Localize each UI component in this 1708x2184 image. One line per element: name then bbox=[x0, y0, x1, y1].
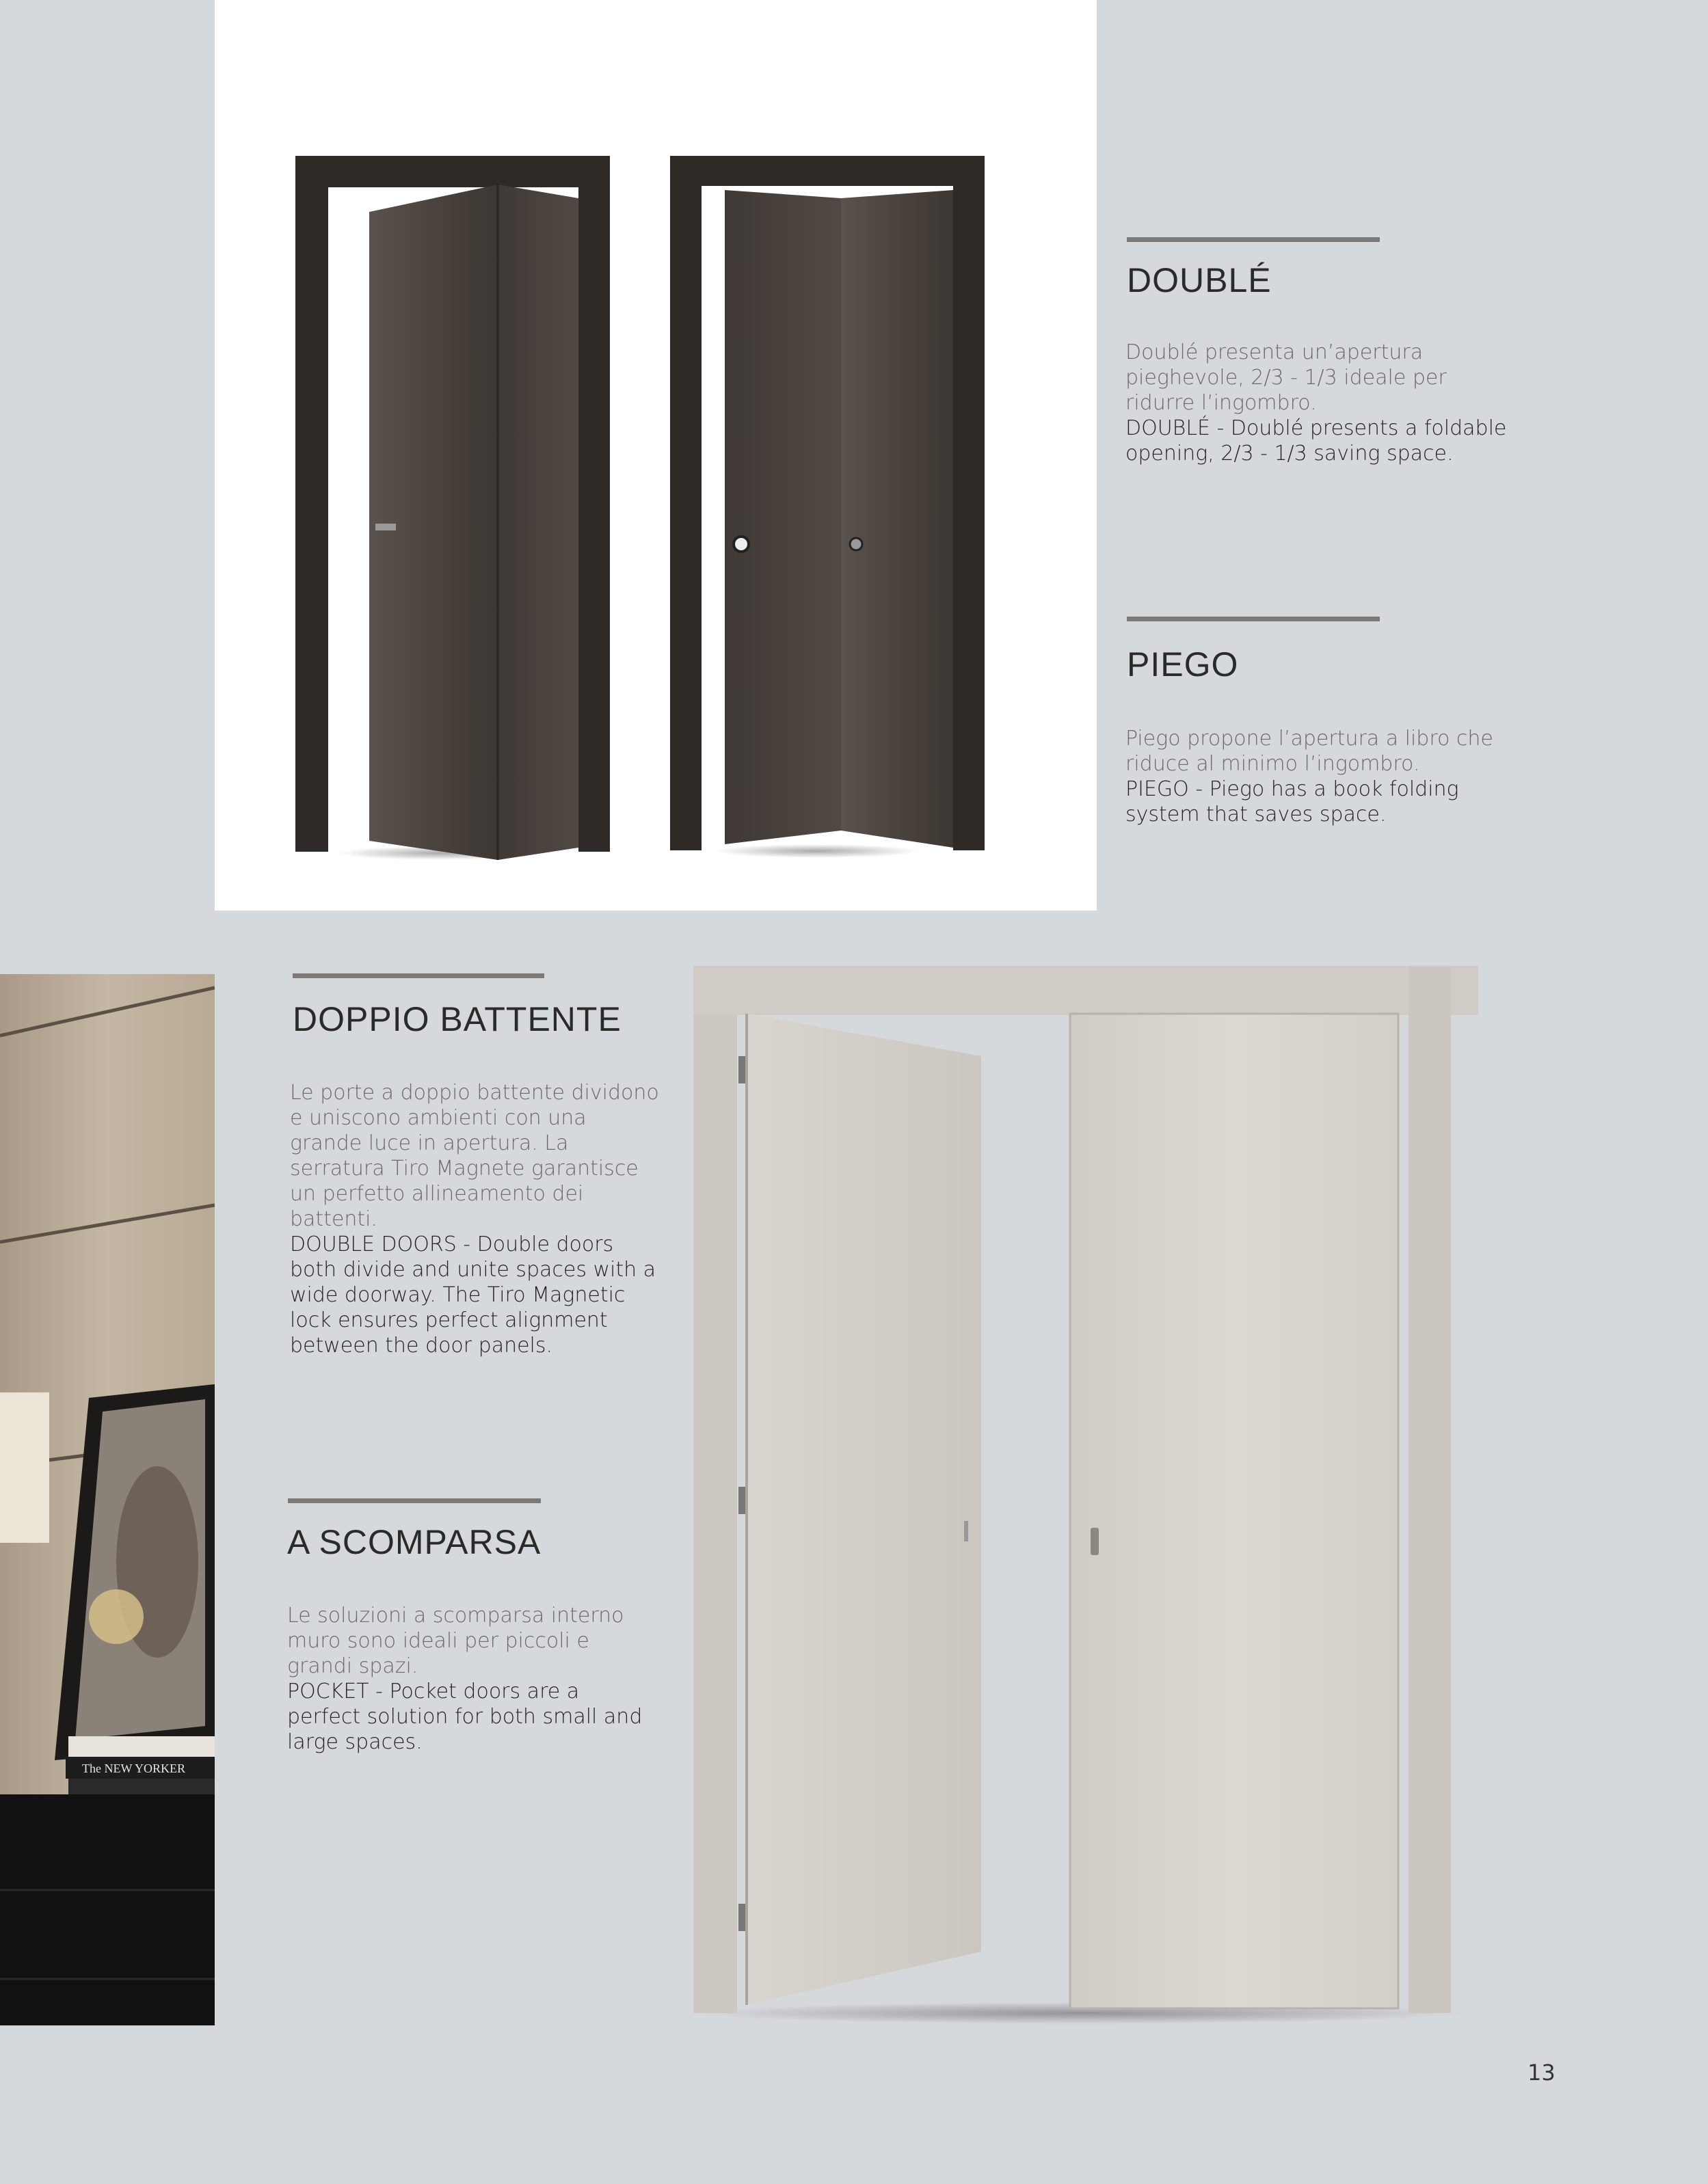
door-right-panel bbox=[1070, 1014, 1398, 2008]
piego-text-en: PIEGO - Piego has a book folding system that saves space. bbox=[1125, 777, 1459, 826]
double-rule bbox=[1127, 237, 1380, 242]
door-handle-icon bbox=[1091, 1528, 1099, 1555]
scomparsa-text-it: Le soluzioni a scomparsa interno muro sono ideali per piccoli e grandi spazi. bbox=[287, 1604, 624, 1678]
piego-description bbox=[1125, 726, 1508, 827]
scomparsa-title: A SCOMPARSA bbox=[287, 1523, 542, 1561]
double-text-it: Doublé presenta un’apertura pieghevole, 2/3 - 1/3 ideale per ridurre l’ingombro. bbox=[1125, 340, 1447, 415]
double-title: DOUBLÉ bbox=[1127, 261, 1272, 299]
door-left-panel bbox=[747, 1014, 981, 2005]
lamp-shade bbox=[0, 1392, 49, 1543]
double-text-en: DOUBLÉ - Doublé presents a foldable opening, 2/3 - 1/3 saving space. bbox=[1125, 416, 1507, 466]
doppio-text-en: DOUBLE DOORS - Double doors both divide and unite spaces with a wide doorway. The Tiro Magnetic lock ensures perfect alignment between the door panels. bbox=[290, 1232, 656, 1358]
double-door-image bbox=[295, 156, 610, 860]
folding-doors-illustration bbox=[215, 0, 1097, 911]
magazine-title: The NEW YORKER bbox=[82, 1762, 185, 1775]
scomparsa-rule bbox=[288, 1498, 541, 1503]
doppio-description bbox=[290, 1080, 659, 1358]
doppio-rule bbox=[293, 973, 544, 978]
scomparsa-text-en: POCKET - Pocket doors are a perfect solution for both small and large spaces. bbox=[287, 1680, 643, 1754]
page-number: 13 bbox=[1527, 2060, 1556, 2086]
doppio-text-it: Le porte a doppio battente dividono e uniscono ambienti con una grande luce in apertura. La serratura Tiro Magnete garantisce un perfetto allineamento dei battenti. bbox=[290, 1081, 659, 1231]
piego-rule bbox=[1127, 617, 1380, 621]
doppio-title: DOPPIO BATTENTE bbox=[293, 1000, 622, 1038]
interior-photo bbox=[0, 974, 215, 2025]
double-door-photo bbox=[670, 960, 1491, 2040]
double-description bbox=[1125, 340, 1508, 466]
scomparsa-description bbox=[287, 1603, 656, 1755]
piego-text-it: Piego propone l’apertura a libro che riduce al minimo l’ingombro. bbox=[1125, 727, 1493, 776]
product-photo-panel bbox=[215, 0, 1097, 911]
piego-door-image bbox=[670, 156, 985, 858]
piego-title: PIEGO bbox=[1127, 645, 1239, 684]
